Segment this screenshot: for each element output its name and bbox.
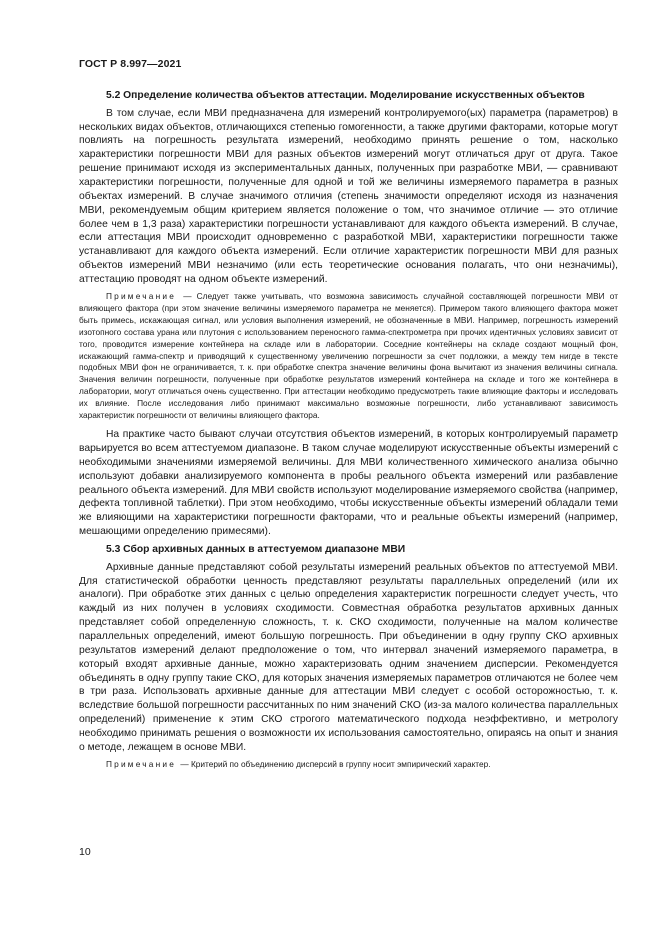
page-number: 10 [79,846,91,858]
section-5-3-heading: 5.3 Сбор архивных данных в аттестуемом диапазоне МВИ [106,544,406,555]
note-label: Примечание [106,290,177,301]
note-text: — Следует также учитывать, что возможна зависимость случайной составляющей погрешности МВИ от влияющего фактора (при этом значение величины измеряемого параметра не меняется). Примером такого влияющего фактора может быть примесь, искажающая сигнал, или условия выполнения измерений, не обозначенные в МВИ. Например, погрешность измерений изотопного состава урана или плутония с использованием переносного гамма-спектрометра при прочих идентичных условиях зависит от того, проводится измерение контейнера на складе или в лаборатории. Соседние контейнеры на складе создают мощный фон, искажающий гамма-спектр и приводящий к существенному увеличению погрешности за счет подложки, а между тем нигде в тексте подобных МВИ фон не ограничивается, т. к. при обработке спектра значение величины фона вычитают из значения величины сигнала. Значения величин погрешности, полученные при обработке результатов измерений контейнера на складе и того же контейнера в лаборатории, могут отличаться очень существенно. При аттестации необходимо предусмотреть такие влияющие факторы и исследовать их влияние. После исследования либо принимают максимально возможные погрешности, либо устанавливают зависимость характеристик погрешности от величины влияющего фактора. [79,290,618,421]
section-5-2-heading: 5.2 Определение количества объектов аттестации. Моделирование искусственных объектов [106,90,585,101]
section-5-2-note [79,291,618,422]
note-text: — Критерий по объединению дисперсий в группу носит эмпирический характер. [178,758,491,769]
document-header: ГОСТ Р 8.997—2021 [79,58,182,70]
document-body [79,89,618,777]
section-5-2-paragraph-2: На практике часто бывают случаи отсутствия объектов измерений, в которых контролируемый параметр варьируется во всем аттестуемом диапазоне. В таком случае моделируют искусственные объекты измерений с необходимыми значениями измеряемой величины. Для МВИ количественного химического анализа обычно используют добавки анализируемого компонента в пробы реального объекта измерений или разбавление реального объекта измерений. Для МВИ свойств используют моделирование измеряемого свойства (например, дефекта топливной таблетки). При этом необходимо, чтобы искусственные объекты измерений обладали теми же влияющими на характеристики погрешности факторами, что и реальные объекты измерений (например, мешающими определению примесями). [79,429,618,538]
section-5-3-note [79,759,618,771]
section-5-3-paragraph-1: Архивные данные представляют собой результаты измерений реальных объектов по аттестуемой МВИ. Для статистической обработки ценность представляют результаты параллельных определений (или их аналоги). При обработке этих данных с целью определения характеристик погрешности следует учесть, что каждый из них получен в условиях сходимости. Совместная обработка результатов архивных данных представляет собой определенную сложность, т. к. СКО сходимости, полученные на малом количестве параллельных определений, имеют большую погрешность. При объединении в одну группу СКО архивных результатов измерений делают предположение о том, что интервал значений измеряемого параметра, в который входят архивные данные, можно характеризовать одним значением дисперсии. Рекомендуется объединять в одну группу такие СКО, для которых значения измеряемых параметров отличаются не более чем в три раза. Использовать архивные данные для аттестации МВИ следует с особой осторожностью, т. к. вследствие большой погрешности рассчитанных по ним значений СКО (из-за малого количества параллельных определений) применение к этим СКО строгого математического подхода неэффективно, и метрологу необходимо принимать решения о возможности их использования самостоятельно, опираясь на опыт и знания о методе, лежащем в основе МВИ. [79,561,618,753]
note-label: Примечание [106,758,177,769]
section-5-2-paragraph-1: В том случае, если МВИ предназначена для измерений контролируемого(ых) параметра (параметров) в нескольких видах объектов, отличающихся степенью гомогенности, а также другими факторами, которые могут повлиять на погрешность результата измерений, необходимо принять решение о том, насколько характеристики погрешности МВИ для разных объектов измерений могут отличаться друг от друга. Такое решение принимают исходя из экспериментальных данных, полученных при разработке МВИ, — сравнивают характеристики погрешности, полученные для одной и той же величины измеряемого параметра в разных объектах измерений. В случае значимого отличия (степень значимости определяют исходя из назначения МВИ, рекомендуемым общим критерием является положение о том, что значимое отличие — это отличие более чем в 1,3 раза) характеристики погрешности устанавливают для каждого объекта измерений. В случае, если аттестация МВИ происходит одновременно с разработкой МВИ, характеристики погрешности также устанавливают для каждого объекта измерений. Если отличие характеристик погрешности МВИ для разных объектов измерений МВИ незначимо (или есть теоретические основания полагать, что они незначимы), аттестацию проводят на одном объекте измерений. [79,107,618,285]
